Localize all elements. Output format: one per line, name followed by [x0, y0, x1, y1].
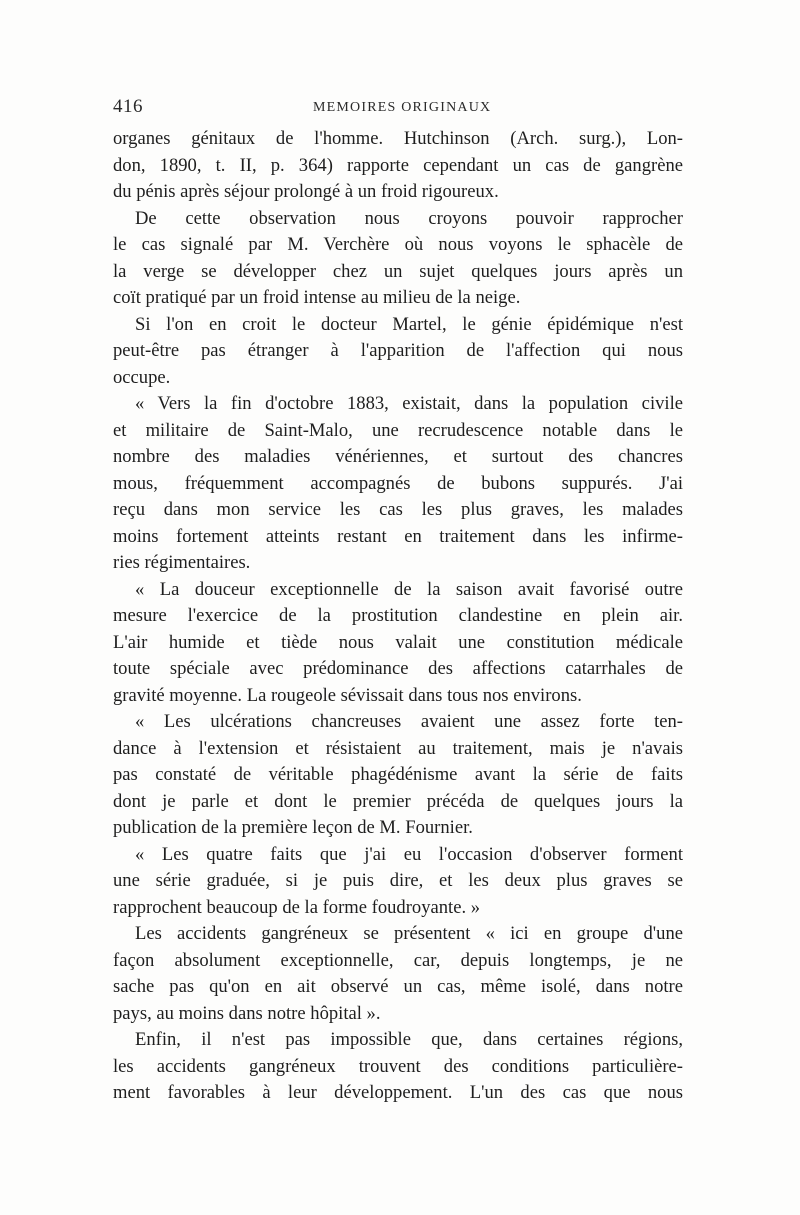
- text-line: Les accidents gangréneux se présentent « ici en groupe d'une: [135, 923, 683, 944]
- text-line: toute spéciale avec prédominance des affections catarrhales de: [113, 658, 683, 679]
- text-line: mous, fréquemment accompagnés de bubons suppurés. J'ai: [113, 472, 683, 494]
- text-line: pas constaté de véritable phagédénisme avant la série de faits: [113, 764, 683, 785]
- text-line: les accidents gangréneux trouvent des conditions particulière-: [113, 1055, 683, 1077]
- text-line: et militaire de Saint-Malo, une recrudescence notable dans le: [113, 419, 683, 441]
- page-header: [113, 96, 683, 122]
- text-line: « Les quatre faits que j'ai eu l'occasion d'observer forment: [135, 843, 683, 865]
- text-line: ries régimentaires.: [113, 552, 251, 573]
- text-line: Si l'on en croit le docteur Martel, le génie épidémique n'est: [135, 313, 683, 335]
- text-line: le cas signalé par M. Verchère où nous voyons le sphacèle de: [113, 234, 683, 255]
- running-head: MEMOIRES ORIGINAUX: [313, 100, 492, 115]
- text-line: moins fortement atteints restant en traitement dans les infirme-: [113, 525, 683, 547]
- text-line: De cette observation nous croyons pouvoir rapprocher: [135, 207, 683, 229]
- text-line: rapprochent beaucoup de la forme foudroyante. »: [113, 896, 481, 918]
- text-line: pays, au moins dans notre hôpital ».: [113, 1002, 381, 1024]
- page-number: 416: [113, 96, 143, 117]
- text-line: reçu dans mon service les cas les plus graves, les malades: [113, 499, 683, 520]
- text-line: sache pas qu'on en ait observé un cas, même isolé, dans notre: [113, 976, 683, 997]
- text-line: organes génitaux de l'homme. Hutchinson (Arch. surg.), Lon-: [113, 128, 683, 149]
- text-line: gravité moyenne. La rougeole sévissait dans tous nos environs.: [113, 684, 582, 706]
- text-line: « Les ulcérations chancreuses avaient une assez forte ten-: [135, 711, 683, 732]
- text-line: peut-être pas étranger à l'apparition de l'affection qui nous: [113, 340, 683, 361]
- text-line: dance à l'extension et résistaient au traitement, mais je n'avais: [113, 737, 683, 759]
- text-line: « Vers la fin d'octobre 1883, existait, dans la population civile: [135, 393, 683, 414]
- text-line: « La douceur exceptionnelle de la saison avait favorisé outre: [135, 578, 683, 600]
- text-line: ment favorables à leur développement. L'un des cas que nous: [113, 1082, 683, 1103]
- text-line: don, 1890, t. II, p. 364) rapporte cependant un cas de gangrène: [113, 154, 683, 176]
- body-text: [113, 126, 683, 1107]
- text-line: mesure l'exercice de la prostitution clandestine en plein air.: [113, 605, 683, 626]
- text-line: nombre des maladies vénériennes, et surtout des chancres: [113, 446, 683, 467]
- text-line: L'air humide et tiède nous valait une constitution médicale: [113, 631, 683, 653]
- text-line: occupe.: [113, 366, 171, 388]
- text-line: façon absolument exceptionnelle, car, depuis longtemps, je ne: [113, 949, 683, 971]
- text-line: coït pratiqué par un froid intense au milieu de la neige.: [113, 287, 521, 308]
- text-line: dont je parle et dont le premier précéda de quelques jours la: [113, 790, 683, 812]
- text-line: du pénis après séjour prolongé à un froid rigoureux.: [113, 181, 499, 202]
- text-line: la verge se développer chez un sujet quelques jours après un: [113, 260, 683, 282]
- text-line: publication de la première leçon de M. Fournier.: [113, 817, 473, 838]
- text-line: Enfin, il n'est pas impossible que, dans certaines régions,: [135, 1029, 683, 1050]
- text-line: une série graduée, si je puis dire, et les deux plus graves se: [113, 870, 683, 891]
